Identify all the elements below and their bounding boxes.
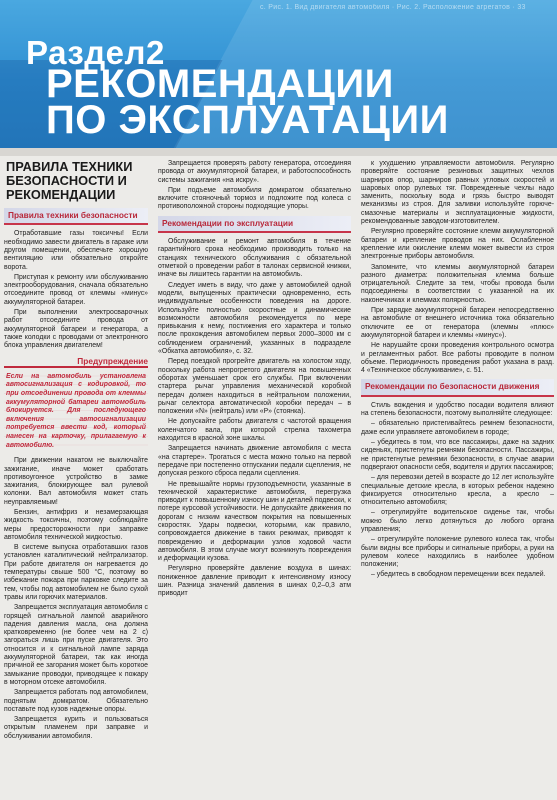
paragraph: Приступая к ремонту или обслуживанию электрооборудования, сначала обязательно отсоедините провод от клеммы «минус» аккумуляторной батареи.: [4, 273, 148, 306]
text-column-1: [4, 160, 148, 796]
paragraph: Запомните, что клеммы аккумуляторной батареи разного диаметра: положительная клемма больше отрицательной. Следите за тем, чтобы провода были подсоединены в соответствии с указанной на их наконечниках и клеммах полярностью.: [361, 263, 554, 304]
paragraph: При движении накатом не выключайте зажигание, иначе может сработать противоугонное устройство в замке зажигания, блокирующее вал рулевой колонки. Вал автомобиля может стать неуправляемым!: [4, 457, 148, 506]
list-item: – обязательно пристегивайтесь ремнем безопасности, даже если управляете автомобилем в городе;: [361, 420, 554, 436]
paragraph: Обслуживание и ремонт автомобиля в течение гарантийного срока необходимо производить только на станциях технического обслуживания с обязательной отметкой о проведении работ в талонах сервисной книжки, иначе вы лишитесь гарантии на автомобиль.: [158, 238, 351, 279]
paragraph: Запрещается работать под автомобилем, поднятым домкратом. Обязательно поставьте под кузов надежные опоры.: [4, 689, 148, 713]
banner-faint-text: с. Рис. 1. Вид двигателя автомобиля · Рис. 2. Расположение агрегатов · 33: [260, 4, 526, 11]
warning-text: Если на автомобиль установлена автосигнализация с кодировкой, то при отсоединении провода от клеммы аккумуляторной батареи автомобиль блокируется. Для последующего включения автосигнализации потребуется ввести код, который нанесен на карточку, прилагаемую к автомобилю.: [4, 371, 148, 453]
text-column-2: [158, 160, 351, 796]
warning-heading: Предупреждение: [4, 357, 148, 368]
paragraph: Следует иметь в виду, что даже у автомобилей одной модели, выпущенных практически одновременно, есть индивидуальные особенности поведения на дороге. Используйте полностью скоростные и динамические возможности автомобиля рекомендуется по мере привыкания к нему, постижения его характера и только после прохождения автомобилем первых 2000–3000 км с соблюдением ограничений, указанных в подразделе «Обкатка автомобиля», с. 32.: [158, 281, 351, 356]
list-item: – убедитесь в свободном перемещении всех педалей.: [371, 571, 546, 579]
list-item: – для перевозки детей в возрасте до 12 лет используйте специальные детские кресла, в которых ребенок надежно фиксируется относительно кресла, а кресло – относительно автомобиля;: [361, 474, 554, 507]
section-heading-traffic-safety: Рекомендации по безопасности движения: [361, 379, 554, 396]
paragraph: Запрещается начинать движение автомобиля с места «на стартере». Трогаться с места можно только на первой передаче при постепенно отпускании педали сцепления, не допуская резкого сброса педали сцепления.: [158, 445, 351, 478]
paragraph: При выполнении электросварочных работ отсоедините провода от аккумуляторной батареи и генератора, а также колодки с проводами от электронного блока управления двигателем!: [4, 309, 148, 350]
paragraph: Бензин, антифриз и незамерзающая жидкость токсичны, поэтому соблюдайте меры предосторожности при заправке автомобиля технической жидкостью.: [4, 508, 148, 541]
paragraph: Регулярно проверяйте давление воздуха в шинах: пониженное давление приводит к интенсивному износу шин. Разница значений давления в шинах 0,2–0,3 атм приводит: [158, 565, 351, 598]
paragraph: В системе выпуска отработавших газов установлен каталитический нейтрализатор. При работе двигателя он нагревается до температуры свыше 500 °С, поэтому во избежание пожара при парковке следите за тем, чтобы под автомобилем не было сухой травы или горючих материалов.: [4, 544, 148, 601]
paragraph: Перед поездкой прогрейте двигатель на холостом ходу, поскольку работа непрогретого двигателя на повышенных оборотах уменьшает срок его службы. При включении стартера рычаг управления механической коробкой передач должен находиться в нейтральном положении, рычаг селектора автоматической коробки передач – в положении «N» (нейтраль) или «P» (стоянка).: [158, 358, 351, 416]
paragraph: к ухудшению управляемости автомобиля. Регулярно проверяйте состояние резиновых защитных чехлов шарниров опор, шарниров равных угловых скоростей и шаровых опор рулевых тяг. Поврежденные чехлы надо заменить, поскольку вода и грязь быстро выводят механизмы из строя. Для заливки используйте горюче-смазочные материалы и эксплуатационные жидкости, рекомендованные заводом-изготовителем.: [361, 160, 554, 226]
list-item: – отрегулируйте положение рулевого колеса так, чтобы были видны все приборы и сигнальные приборы, а руки на рулевом колесе находились в наиболее удобном положении;: [361, 536, 554, 569]
list-item: – убедитесь в том, что все пассажиры, даже на задних сиденьях, пристегнуты ремнями безопасности. Пассажиры, не пристегнутые ремнями безопасности, в случае аварии подвергают опасности себя, водителя и других пассажиров;: [361, 439, 554, 471]
paragraph: Не превышайте нормы грузоподъемности, указанные в технической характеристике автомобиля, перегрузка приводит к повышенному износу шин и деталей подвески, к потере курсовой устойчивости. Не допускайте движения по дорогам с низким качеством покрытия на повышенных скоростях. Удары подвески, которыми, как правило, сопровождается движение в таких режимах, приводят к повреждению и деформации узлов ходовой части автомобиля. В этом случае могут возникнуть повреждения и деформации кузова.: [158, 480, 351, 563]
paragraph: Запрещается проверять работу генератора, отсоединяя провода от аккумуляторной батареи, и работоспособность системы зажигания «на искру».: [158, 160, 351, 184]
paragraph: Отработавшие газы токсичны! Если необходимо завести двигатель в гараже или другом помещении, обеспечьте хорошую вентиляцию или обязательно откройте ворота.: [4, 230, 148, 271]
section-heading-exploitation: Рекомендации по эксплуатации: [158, 216, 351, 233]
paragraph: Запрещается эксплуатация автомобиля с горящей сигнальной лампой аварийного падения давления масла, она должна кратковременно (не более чем на 2 с) загораться лишь при пуске двигателя. Это относится и к сигнальной лампе заряда аккумуляторной батареи, так как иногда причиной ее загорания может быть короткое замыкание проводки, приводящее к пожару в моторном отсеке автомобиля.: [4, 604, 148, 686]
paragraph: Регулярно проверяйте состояние клемм аккумуляторной батареи и крепление проводов на них. Ослабленное крепление или окисление клемм может вывести из строя электронные приборы автомобиля.: [361, 228, 554, 261]
chapter-title-line-2: ПО ЭКСПЛУАТАЦИИ: [46, 98, 449, 142]
paragraph: Запрещается курить и пользоваться открытым пламенем при заправке и обслуживании автомобиля.: [4, 716, 148, 740]
paragraph: При зарядке аккумуляторной батареи непосредственно на автомобиле от внешнего источника тока обязательно отключите ее от генератора (клеммы «плюс» аккумуляторной батареи и клеммы «минус»).: [361, 307, 554, 339]
list-item: – отрегулируйте водительское сиденье так, чтобы можно было легко дотянуться до любого органа управления;: [361, 509, 554, 533]
section-heading-safety: Правила техники безопасности: [4, 208, 148, 225]
paragraph: При подъеме автомобиля домкратом обязательно включите стояночный тормоз и подложите под колеса с противоположной стороны подходящие упоры.: [158, 186, 351, 211]
chapter-banner: [0, 0, 557, 148]
main-heading: ПРАВИЛА ТЕХНИКИ БЕЗОПАСНОСТИ И РЕКОМЕНДАЦИИ: [6, 160, 133, 202]
paragraph: Стиль вождения и удобство посадки водителя влияют на степень безопасности, поэтому выполняйте следующее:: [361, 401, 554, 418]
section-number-label: Раздел2: [26, 34, 165, 71]
paragraph: Не допускайте работы двигателя с частотой вращения коленчатого вала, при которой стрелка тахометра находится в красной зоне шкалы.: [158, 418, 351, 443]
paragraph: Не нарушайте сроки проведения контрольного осмотра и регламентных работ. Все работы проводите в полном объеме. Периодичность проведения работ указана в разд. 4 «Техническое обслуживание», с. 51.: [361, 342, 554, 375]
banner-divider: [0, 148, 557, 156]
chapter-title-line-1: РЕКОМЕНДАЦИИ: [46, 62, 394, 106]
text-column-3: [361, 160, 554, 796]
